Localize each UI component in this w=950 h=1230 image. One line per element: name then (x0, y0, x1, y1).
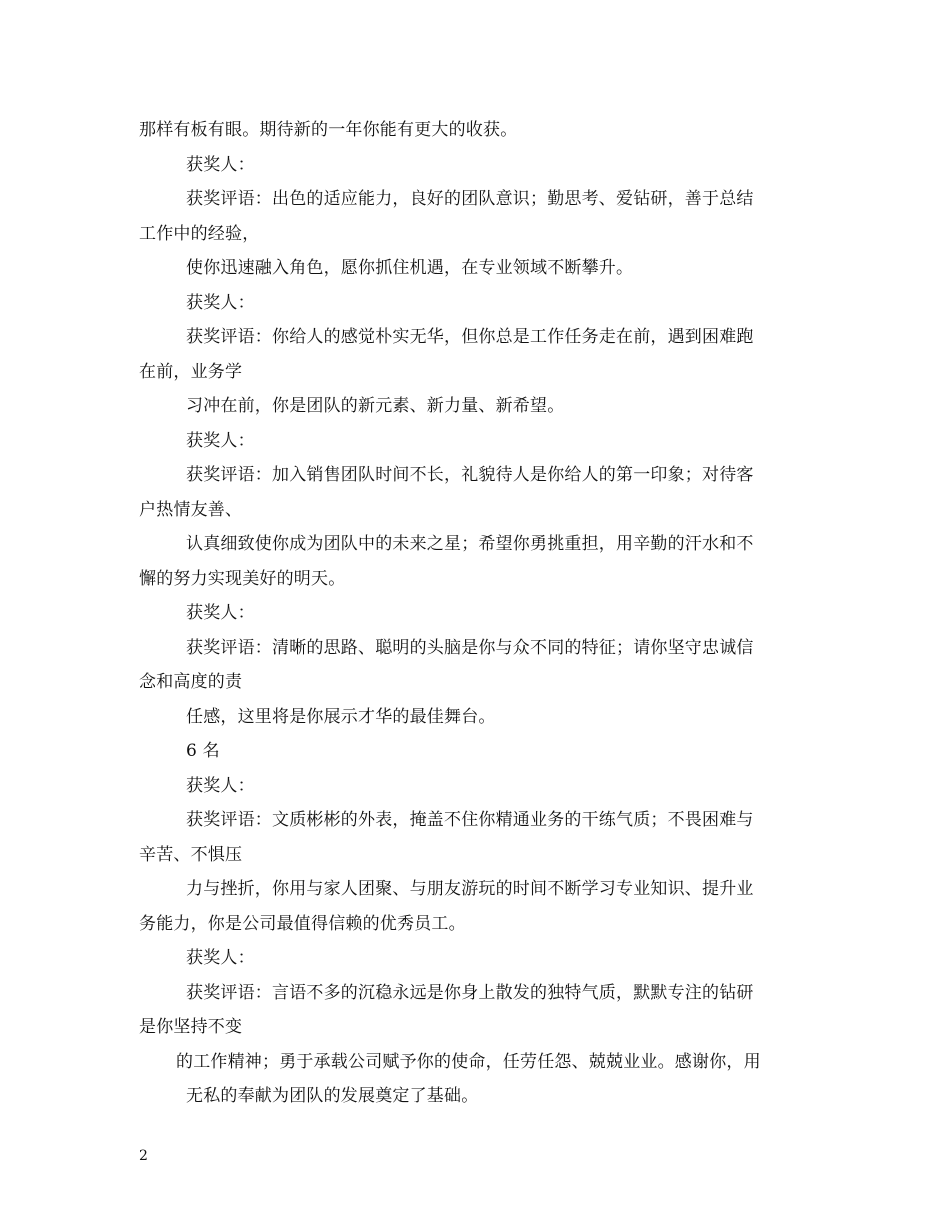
text-line: 那样有板有眼。期待新的一年你能有更大的收获。 (139, 120, 518, 140)
text-line: 获奖评语：出色的适应能力，良好的团队意识；勤思考、爱钻研，善于总结 (186, 189, 754, 209)
text-line: 念和高度的责 (139, 672, 243, 692)
text-line: 习冲在前，你是团队的新元素、新力量、新希望。 (186, 396, 565, 416)
text-line: 获奖评语：言语不多的沉稳永远是你身上散发的独特气质，默默专注的钻研 (186, 983, 754, 1003)
text-line: 在前，业务学 (139, 362, 243, 382)
awardee-label: 获奖人： (186, 603, 255, 623)
awardee-label: 获奖人： (186, 293, 255, 313)
text-line: 认真细致使你成为团队中的未来之星；希望你勇挑重担，用辛勤的汗水和不 (186, 534, 754, 554)
text-line: 辛苦、不惧压 (139, 845, 243, 865)
page-number: 2 (139, 1148, 148, 1164)
awardee-label: 获奖人： (186, 776, 255, 796)
text-line: 懈的努力实现美好的明天。 (139, 569, 346, 589)
text-line: 获奖评语：文质彬彬的外表，掩盖不住你精通业务的干练气质；不畏困难与 (186, 810, 754, 830)
text-line: 户热情友善、 (139, 500, 243, 520)
text-line: 的工作精神；勇于承载公司赋予你的使命，任劳任怨、兢兢业业。感谢你，用 (176, 1052, 761, 1072)
text-line: 力与挫折，你用与家人团聚、与朋友游玩的时间不断学习专业知识、提升业 (186, 879, 754, 899)
text-line: 是你坚持不变 (139, 1017, 243, 1037)
text-line: 获奖评语：你给人的感觉朴实无华，但你总是工作任务走在前，遇到困难跑 (186, 327, 754, 347)
text-line: 获奖评语：加入销售团队时间不长，礼貌待人是你给人的第一印象；对待客 (186, 465, 754, 485)
awardee-label: 获奖人： (186, 431, 255, 451)
text-line: 任感，这里将是你展示才华的最佳舞台。 (186, 707, 496, 727)
awardee-label: 获奖人： (186, 948, 255, 968)
awardee-label: 获奖人： (186, 155, 255, 175)
text-line: 使你迅速融入角色，愿你抓住机遇，在专业领域不断攀升。 (186, 258, 634, 278)
text-line: 获奖评语：清晰的思路、聪明的头脑是你与众不同的特征；请你坚守忠诚信 (186, 638, 754, 658)
text-line: 工作中的经验， (139, 224, 260, 244)
text-line: 无私的奉献为团队的发展奠定了基础。 (186, 1086, 479, 1106)
text-line: 务能力，你是公司最值得信赖的优秀员工。 (139, 914, 466, 934)
section-number: 6 名 (186, 741, 220, 761)
